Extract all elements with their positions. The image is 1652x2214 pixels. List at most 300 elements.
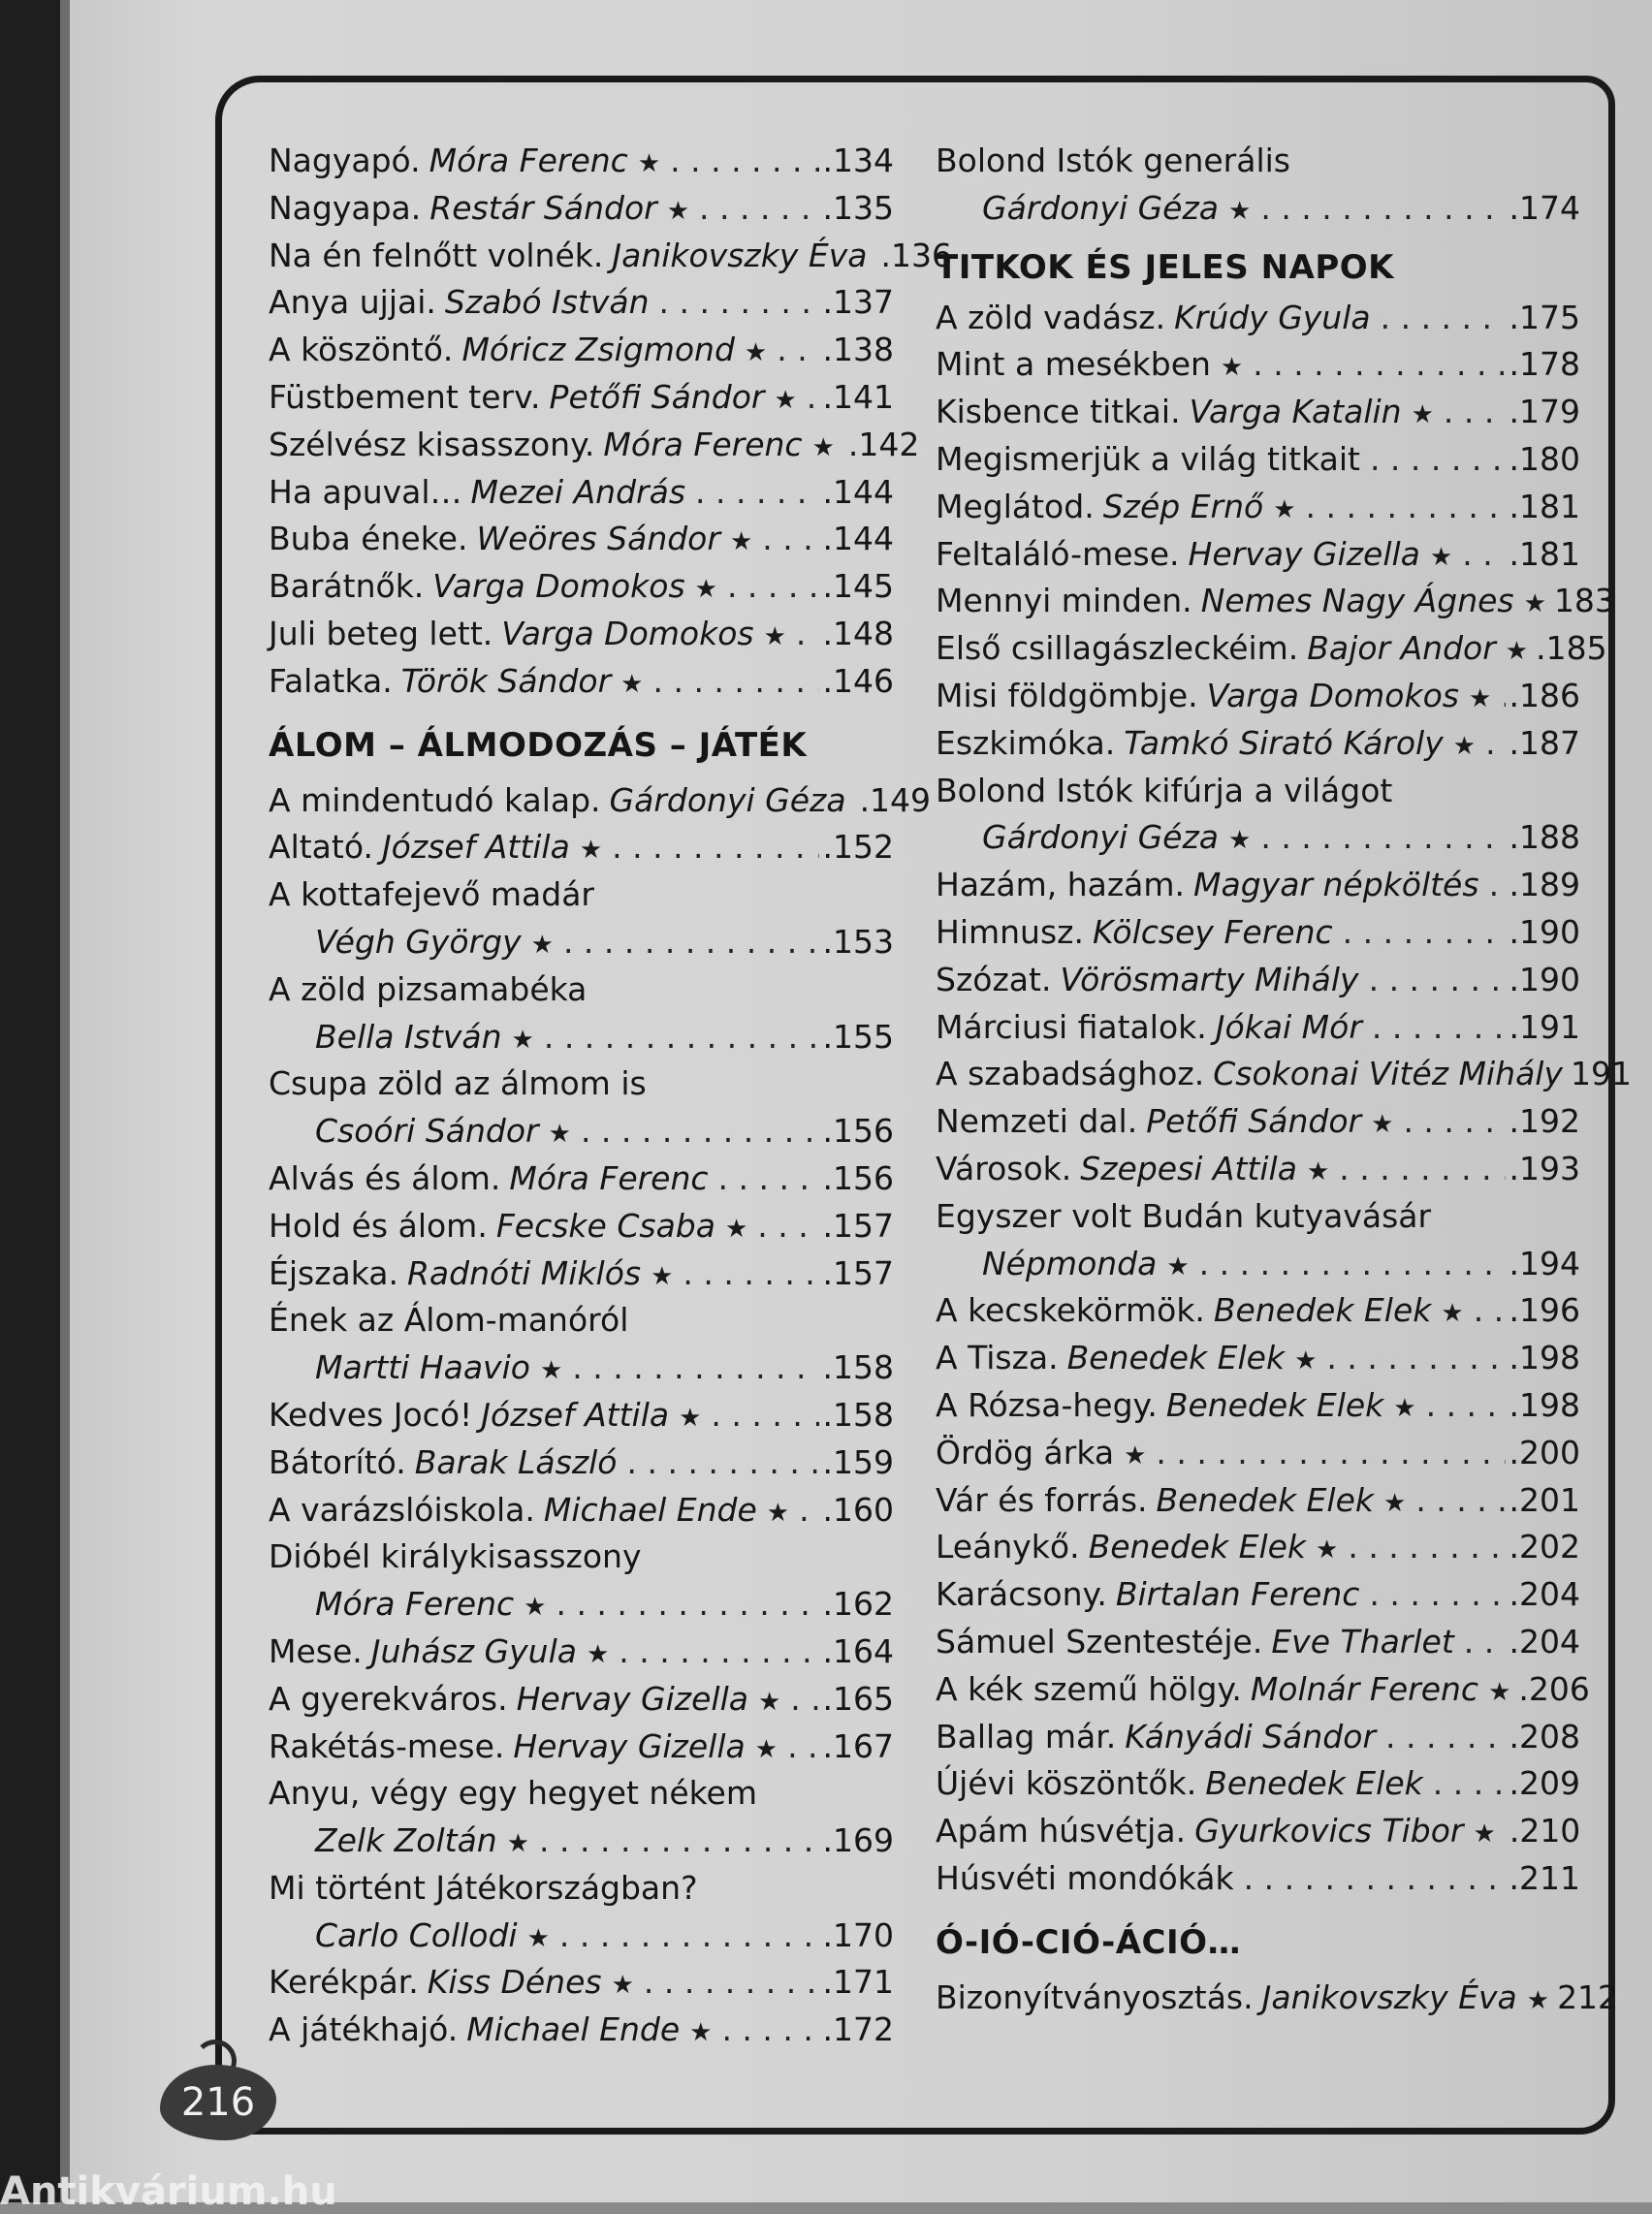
entry-author: Gárdonyi Géza	[609, 780, 846, 819]
dot-leader	[1415, 1477, 1505, 1525]
star-icon: ★	[620, 669, 644, 699]
toc-entry[interactable]	[936, 531, 1580, 579]
dot-leader	[659, 279, 819, 327]
entry-author: Népmonda	[982, 1244, 1158, 1282]
entry-author: Barak László	[414, 1442, 618, 1481]
toc-entry[interactable]	[936, 1571, 1580, 1619]
dot-leader	[721, 2007, 818, 2054]
toc-entry[interactable]	[936, 138, 1580, 185]
entry-title: Na én felnőtt volnék.	[269, 236, 604, 274]
entry-page-number: .209	[1509, 1764, 1580, 1803]
entry-author: Petőfi Sándor	[1146, 1102, 1362, 1141]
entry-page-number: .149	[859, 780, 932, 819]
toc-right-column	[936, 138, 1632, 2021]
entry-page-number: .198	[1509, 1339, 1580, 1377]
entry-title: Altató.	[269, 828, 373, 867]
toc-entry[interactable]	[936, 957, 1580, 1004]
toc-entry[interactable]	[936, 1430, 1580, 1477]
toc-entry[interactable]	[269, 279, 894, 327]
entry-page-number: .194	[1509, 1244, 1580, 1282]
entry-title: Első csillagászleckéim.	[936, 629, 1299, 668]
toc-entry[interactable]	[269, 2007, 894, 2054]
entry-page-number: .210	[1509, 1812, 1581, 1850]
entry-title: A kék szemű hölgy.	[936, 1669, 1242, 1708]
toc-entry[interactable]	[936, 1760, 1580, 1808]
entry-page-number: .158	[822, 1348, 894, 1387]
toc-entry[interactable]	[936, 389, 1580, 436]
toc-entry[interactable]	[936, 185, 1580, 233]
entry-title: Hazám, hazám.	[936, 866, 1186, 904]
dot-leader	[757, 1203, 818, 1250]
toc-entry[interactable]	[936, 1146, 1580, 1193]
dot-leader	[1385, 1714, 1506, 1761]
dot-leader	[581, 1108, 819, 1155]
dot-leader	[539, 1818, 818, 1865]
entry-page-number: .211	[1509, 1858, 1580, 1897]
entry-title: Mi történt Játékországban?	[269, 1868, 698, 1907]
entry-author: Gárdonyi Géza	[982, 818, 1220, 857]
entry-title: Márciusi fiatalok.	[936, 1007, 1207, 1046]
entry-author: Benedek Elek	[1165, 1385, 1384, 1424]
entry-title: A gyerekváros.	[269, 1679, 508, 1718]
entry-page-number: .181	[1509, 534, 1580, 573]
entry-author: Tamkó Sirató Károly	[1124, 723, 1444, 762]
dot-leader	[790, 1676, 818, 1724]
star-icon: ★	[651, 1261, 674, 1291]
entry-title: Kisbence titkai.	[936, 393, 1181, 431]
star-icon: ★	[754, 1734, 778, 1764]
toc-entry[interactable]	[936, 1241, 1580, 1288]
entry-author: Hervay Gizella	[513, 1726, 746, 1765]
toc-entry[interactable]	[269, 374, 894, 422]
entry-author: Fecske Csaba	[495, 1206, 715, 1245]
entry-page-number: .191	[1509, 1007, 1580, 1046]
entry-page-number: .190	[1509, 960, 1580, 998]
toc-entry[interactable]	[269, 1297, 894, 1344]
entry-page-number: .185	[1536, 629, 1607, 668]
entry-title: A játékhajó.	[269, 2010, 459, 2049]
entry-author: Szép Ernő	[1102, 487, 1264, 525]
entry-page-number: .171	[822, 1963, 894, 2002]
dot-leader	[627, 1439, 819, 1487]
entry-page-number: .174	[1509, 188, 1580, 227]
entry-author: Zelk Zoltán	[315, 1821, 497, 1860]
entry-author: Bajor Andor	[1307, 629, 1496, 668]
dot-leader	[799, 1487, 818, 1534]
toc-entry[interactable]	[269, 1060, 894, 1108]
toc-entry[interactable]	[269, 871, 894, 919]
entry-title: Ballag már.	[936, 1717, 1117, 1755]
dot-leader	[1339, 1146, 1505, 1193]
dot-leader	[1474, 1287, 1506, 1335]
entry-page-number: .181	[1509, 487, 1580, 525]
toc-entry[interactable]	[269, 611, 894, 658]
dot-leader	[544, 1014, 819, 1061]
entry-title: A szabadsághoz.	[936, 1055, 1205, 1093]
star-icon: ★	[1452, 731, 1477, 761]
toc-entry[interactable]	[269, 1581, 894, 1629]
toc-entry[interactable]	[936, 295, 1580, 342]
entry-title: Anya ujjai.	[269, 283, 436, 322]
toc-entry[interactable]	[269, 469, 894, 517]
entry-title: Misi földgömbje.	[936, 676, 1198, 714]
star-icon: ★	[1383, 1488, 1407, 1518]
entry-page-number: .204	[1509, 1622, 1580, 1660]
entry-author: Benedek Elek	[1205, 1764, 1423, 1803]
star-icon: ★	[744, 338, 768, 368]
section-heading: ÁLOM – ÁLMODOZÁS – JÁTÉK	[269, 725, 808, 765]
entry-page-number: .179	[1509, 393, 1580, 431]
toc-entry[interactable]	[269, 422, 920, 469]
toc-entry[interactable]	[936, 1975, 1619, 2022]
entry-author: Móra Ferenc	[509, 1158, 709, 1197]
entry-title: Eszkimóka.	[936, 723, 1116, 762]
star-icon: ★	[1411, 400, 1434, 430]
entry-author: Weöres Sándor	[476, 520, 720, 558]
entry-page-number: .138	[822, 331, 894, 369]
toc-entry[interactable]	[269, 1724, 894, 1771]
entry-title: Falatka.	[269, 661, 393, 700]
entry-title: Alvás és álom.	[269, 1158, 501, 1197]
entry-page-number: .162	[822, 1585, 894, 1624]
toc-entry[interactable]	[269, 1959, 894, 2007]
dot-leader	[683, 1250, 818, 1298]
star-icon: ★	[506, 1829, 530, 1859]
toc-entry[interactable]	[936, 768, 1580, 815]
entry-page-number: .198	[1509, 1385, 1580, 1424]
watermark: Antikvárium.hu	[0, 2169, 337, 2214]
toc-entry[interactable]	[269, 1913, 894, 1960]
toc-entry[interactable]	[936, 1619, 1580, 1666]
dot-leader	[563, 919, 819, 966]
dot-leader	[572, 1344, 818, 1392]
entry-author: Gyurkovics Tibor	[1194, 1812, 1464, 1850]
entry-title: Bizonyítványosztás.	[936, 1977, 1254, 2016]
entry-author: Benedek Elek	[1066, 1339, 1286, 1377]
toc-entry[interactable]	[269, 516, 894, 563]
star-icon: ★	[1505, 637, 1529, 667]
toc-entry[interactable]	[269, 1534, 894, 1581]
toc-entry[interactable]	[269, 1203, 894, 1250]
entry-author: Janikovszky Éva	[1261, 1977, 1517, 2016]
dot-leader	[1464, 1619, 1506, 1666]
entry-title: Bolond Istók generális	[936, 142, 1290, 179]
dot-leader	[787, 1724, 818, 1771]
page-number-badge: 216	[160, 2065, 276, 2140]
entry-author: Nemes Nagy Ágnes	[1200, 582, 1514, 620]
toc-entry[interactable]	[269, 185, 894, 233]
star-icon: ★	[526, 1923, 550, 1953]
entry-page-number: .170	[822, 1915, 894, 1954]
entry-title: Mint a mesékben	[936, 345, 1211, 384]
toc-entry[interactable]	[269, 1439, 894, 1487]
entry-title: Nemzeti dal.	[936, 1102, 1138, 1141]
dot-leader	[1433, 1760, 1506, 1808]
entry-title: Ha apuval…	[269, 472, 462, 511]
star-icon: ★	[766, 1498, 790, 1528]
dot-leader	[559, 1913, 819, 1960]
book-spine	[0, 0, 60, 2202]
entry-page-number: .146	[822, 661, 894, 700]
entry-page-number: .157	[822, 1253, 894, 1292]
toc-entry[interactable]	[936, 1714, 1580, 1761]
star-icon: ★	[637, 149, 661, 178]
toc-entry[interactable]	[936, 720, 1580, 768]
toc-entry[interactable]	[269, 1865, 894, 1913]
dot-leader	[1156, 1430, 1505, 1477]
star-icon: ★	[679, 1403, 702, 1433]
dot-leader	[619, 1629, 818, 1676]
entry-page-number: .145	[822, 567, 894, 606]
star-icon: ★	[1526, 1985, 1550, 2015]
entry-title: A mindentudó kalap.	[269, 780, 601, 819]
dot-leader	[1444, 389, 1506, 436]
entry-title: Hold és álom.	[269, 1206, 488, 1245]
star-icon: ★	[1294, 1346, 1318, 1376]
star-icon: ★	[524, 1593, 547, 1623]
entry-author: Vörösmarty Mihály	[1060, 960, 1359, 998]
entry-title: Rakétás-mese.	[269, 1726, 505, 1765]
entry-title: Húsvéti mondókák	[936, 1858, 1234, 1897]
entry-author: Radnóti Miklós	[407, 1253, 642, 1292]
entry-title: Megismerjük a világ titkait	[936, 439, 1360, 478]
star-icon: ★	[1488, 1677, 1511, 1707]
toc-entry[interactable]	[269, 1155, 894, 1203]
entry-author: Kölcsey Ferenc	[1092, 912, 1333, 951]
star-icon: ★	[689, 2018, 713, 2048]
toc-entry[interactable]	[936, 436, 1580, 484]
toc-entry[interactable]	[269, 1250, 894, 1298]
entry-title: Szélvész kisasszony.	[269, 425, 595, 463]
toc-entry[interactable]	[269, 777, 932, 825]
toc-entry[interactable]	[936, 1287, 1580, 1335]
entry-page-number: .201	[1509, 1480, 1580, 1519]
dot-leader	[1485, 720, 1505, 768]
entry-page-number: .187	[1509, 723, 1580, 762]
entry-author: Molnár Ferenc	[1250, 1669, 1479, 1708]
toc-entry[interactable]	[269, 658, 894, 706]
star-icon: ★	[1468, 683, 1492, 713]
toc-entry[interactable]	[269, 1392, 894, 1439]
star-icon: ★	[724, 1214, 748, 1244]
toc-entry[interactable]	[269, 1344, 894, 1392]
entry-page-number: .189	[1509, 866, 1580, 904]
toc-entry[interactable]	[936, 673, 1580, 720]
toc-entry[interactable]	[269, 327, 894, 374]
dot-leader	[1306, 484, 1506, 531]
entry-page-number: .178	[1509, 345, 1580, 384]
toc-entry[interactable]	[269, 919, 894, 966]
entry-author: Krúdy Gyula	[1174, 298, 1371, 336]
dot-leader	[556, 1581, 818, 1629]
dot-leader	[807, 374, 819, 422]
entry-page-number: .142	[847, 425, 920, 463]
entry-page-number: 191	[1571, 1055, 1632, 1093]
entry-page-number: .208	[1509, 1717, 1580, 1755]
entry-author: Benedek Elek	[1088, 1528, 1307, 1566]
entry-author: Gárdonyi Géza	[982, 188, 1220, 227]
entry-author: Móricz Zsigmond	[461, 331, 735, 369]
entry-page-number: .172	[822, 2010, 894, 2049]
star-icon: ★	[1371, 1110, 1394, 1140]
toc-entry[interactable]	[269, 824, 894, 871]
dot-leader	[652, 658, 818, 706]
entry-title: A Rózsa-hegy.	[936, 1385, 1158, 1424]
entry-author: Janikovszky Éva	[612, 236, 868, 274]
toc-entry[interactable]	[269, 138, 894, 185]
entry-title: Újévi köszöntők.	[936, 1764, 1197, 1803]
star-icon: ★	[666, 196, 690, 226]
entry-title: Buba éneke.	[269, 520, 468, 558]
entry-title: Sámuel Szentestéje.	[936, 1622, 1263, 1660]
toc-entry[interactable]	[936, 1666, 1590, 1714]
entry-author: Végh György	[315, 922, 522, 961]
toc-entry[interactable]	[936, 484, 1580, 531]
entry-page-number: .204	[1509, 1575, 1580, 1614]
entry-page-number: .136	[880, 236, 952, 274]
entry-page-number: .156	[822, 1112, 894, 1151]
star-icon: ★	[811, 432, 835, 462]
dot-leader	[1426, 1382, 1506, 1430]
toc-entry[interactable]	[269, 1108, 894, 1155]
dot-leader	[1348, 1524, 1505, 1571]
entry-page-number: .135	[822, 188, 894, 227]
dot-leader	[1326, 1335, 1505, 1382]
entry-title: A Tisza.	[936, 1339, 1059, 1377]
toc-entry[interactable]	[936, 1098, 1580, 1146]
dot-leader	[1462, 531, 1505, 579]
entry-title: Mennyi minden.	[936, 582, 1192, 620]
dot-leader	[695, 469, 819, 517]
toc-entry[interactable]	[936, 1004, 1580, 1052]
entry-title: Anyu, végy egy hegyet nékem	[269, 1774, 758, 1813]
entry-title: A kottafejevő madár	[269, 875, 594, 914]
star-icon: ★	[1441, 1299, 1464, 1329]
toc-entry[interactable]	[936, 1382, 1580, 1430]
entry-title: Nagyapa.	[269, 188, 422, 227]
toc-entry[interactable]	[936, 1855, 1580, 1903]
section-heading: TITKOK ÉS JELES NAPOK	[936, 247, 1395, 287]
entry-author: Petőfi Sándor	[549, 377, 765, 416]
entry-title: A varázslóiskola.	[269, 1490, 535, 1529]
star-icon: ★	[729, 527, 753, 557]
entry-title: A zöld pizsamabéka	[269, 969, 588, 1008]
entry-author: Juhász Gyula	[370, 1631, 577, 1670]
toc-entry[interactable]	[269, 1487, 894, 1534]
entry-author: Varga Domokos	[1206, 676, 1459, 714]
star-icon: ★	[1393, 1393, 1416, 1423]
toc-entry[interactable]	[269, 1770, 894, 1818]
star-icon: ★	[1273, 494, 1296, 524]
dot-leader	[699, 185, 819, 233]
entry-author: Mezei András	[470, 472, 686, 511]
toc-entry[interactable]	[936, 1193, 1580, 1241]
entry-author: Szepesi Attila	[1080, 1149, 1297, 1187]
entry-page-number: .134	[822, 142, 894, 179]
toc-entry[interactable]	[936, 625, 1607, 673]
entry-title: A kecskekörmök.	[936, 1291, 1205, 1330]
toc-entry[interactable]	[936, 909, 1580, 957]
toc-entry[interactable]	[936, 1524, 1580, 1571]
entry-page-number: .200	[1509, 1433, 1580, 1471]
toc-entry[interactable]	[936, 341, 1580, 389]
entry-author: Bella István	[315, 1017, 502, 1056]
star-icon: ★	[1523, 589, 1546, 619]
toc-entry[interactable]	[269, 233, 952, 280]
entry-page-number: .158	[822, 1395, 894, 1434]
entry-page-number: .144	[822, 472, 894, 511]
dot-leader	[1244, 1855, 1506, 1903]
star-icon: ★	[1316, 1535, 1339, 1566]
entry-page-number: .196	[1509, 1291, 1580, 1330]
dot-leader	[711, 1392, 818, 1439]
toc-left-column	[269, 138, 952, 2054]
entry-title: Bolond Istók kifúrja a világot	[936, 771, 1393, 809]
entry-title: Himnusz.	[936, 912, 1084, 951]
star-icon: ★	[1166, 1251, 1190, 1281]
entry-page-number: .144	[822, 520, 894, 558]
toc-entry[interactable]	[269, 563, 894, 611]
entry-page-number: .157	[822, 1206, 894, 1245]
toc-entry[interactable]	[269, 1676, 894, 1724]
entry-author: Móra Ferenc	[429, 142, 628, 179]
entry-author: Hervay Gizella	[516, 1679, 748, 1718]
dot-leader	[1370, 436, 1506, 484]
entry-author: Varga Domokos	[501, 614, 754, 652]
dot-leader	[1369, 1571, 1505, 1619]
entry-author: Benedek Elek	[1213, 1291, 1432, 1330]
entry-title: Bátorító.	[269, 1442, 406, 1481]
entry-title: A köszöntő.	[269, 331, 454, 369]
dot-leader	[777, 327, 818, 374]
entry-page-number: .152	[822, 828, 894, 867]
toc-entry[interactable]	[936, 578, 1615, 625]
entry-page-number: .190	[1509, 912, 1580, 951]
entry-page-number: .193	[1509, 1149, 1580, 1187]
entry-page-number: 183	[1553, 582, 1615, 620]
entry-page-number: .186	[1509, 676, 1580, 714]
toc-entry[interactable]	[936, 862, 1580, 909]
dot-leader	[1369, 957, 1506, 1004]
toc-entry[interactable]	[936, 1477, 1580, 1525]
toc-entry[interactable]	[269, 1629, 894, 1676]
entry-page-number: .167	[822, 1726, 894, 1765]
entry-author: Michael Ende	[466, 2010, 681, 2049]
toc-entry[interactable]	[936, 1335, 1580, 1382]
entry-title: Csupa zöld az álmom is	[269, 1064, 647, 1103]
entry-page-number: .188	[1509, 818, 1580, 857]
entry-author: József Attila	[481, 1395, 670, 1434]
toc-entry[interactable]	[269, 1818, 894, 1865]
entry-title: Városok.	[936, 1149, 1072, 1187]
entry-title: Karácsony.	[936, 1575, 1107, 1614]
entry-page-number: 212	[1557, 1977, 1619, 2016]
entry-author: Benedek Elek	[1156, 1480, 1374, 1519]
toc-entry[interactable]	[936, 814, 1580, 862]
toc-entry[interactable]	[269, 966, 894, 1014]
toc-entry[interactable]	[936, 1808, 1580, 1855]
entry-author: Kiss Dénes	[427, 1963, 602, 2002]
star-icon: ★	[1429, 542, 1453, 572]
toc-entry[interactable]	[936, 1051, 1632, 1098]
entry-author: Szabó István	[444, 283, 650, 322]
toc-entry[interactable]	[269, 1014, 894, 1061]
entry-page-number: .175	[1509, 298, 1580, 336]
entry-author: Török Sándor	[400, 661, 612, 700]
entry-page-number: .169	[822, 1821, 894, 1860]
star-icon: ★	[774, 385, 797, 415]
entry-title: Ördög árka	[936, 1433, 1115, 1471]
